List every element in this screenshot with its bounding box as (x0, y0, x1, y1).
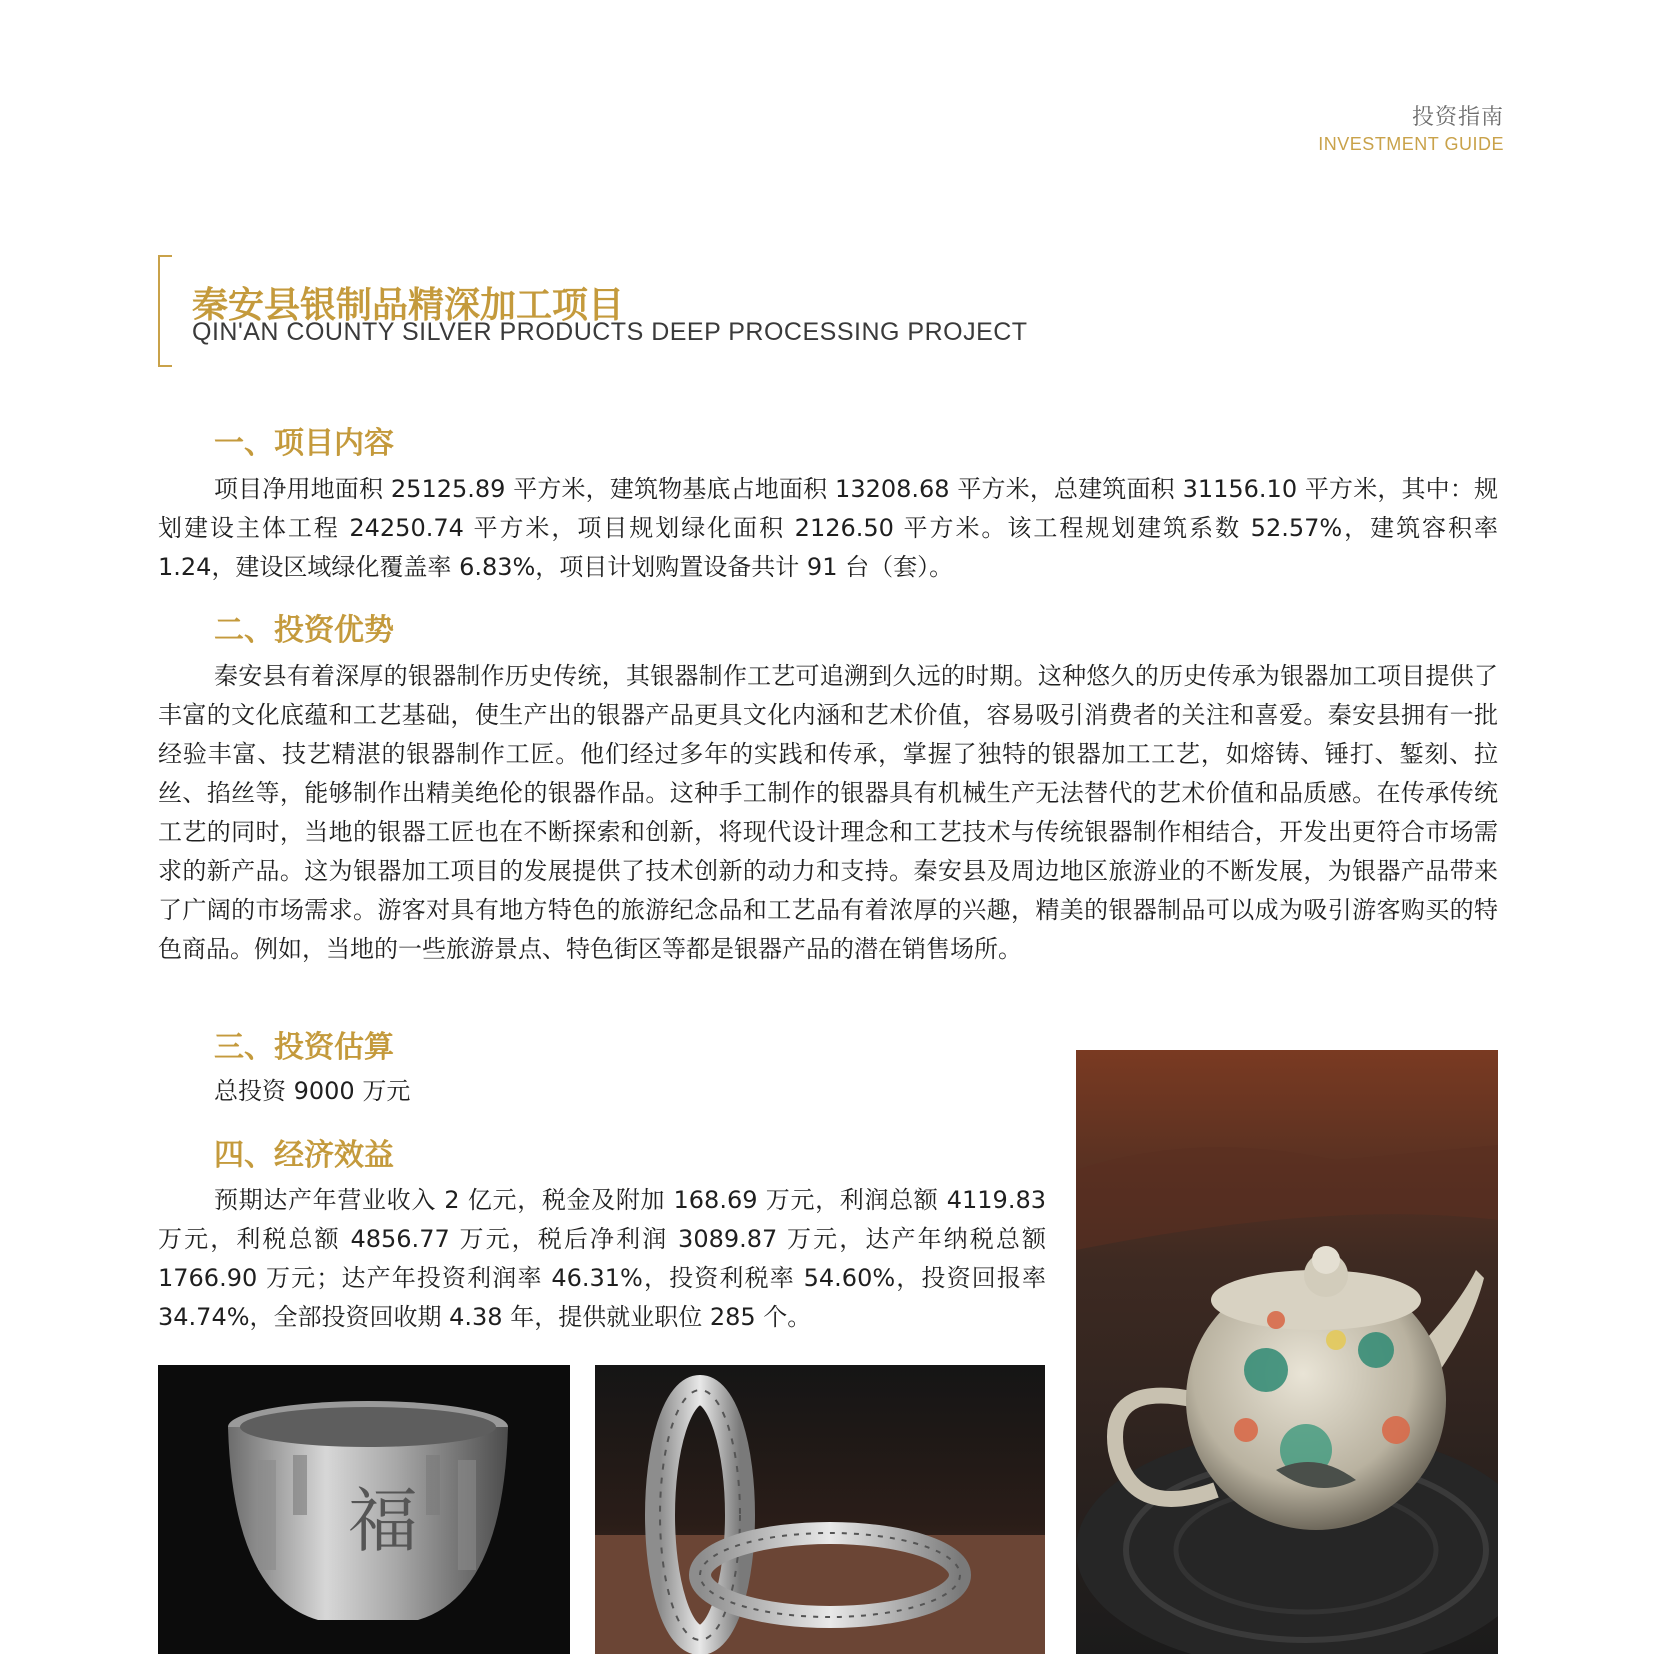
section-heading-estimate: 三、投资估算 (214, 1030, 394, 1065)
section-heading-benefits: 四、经济效益 (214, 1138, 394, 1173)
teapot-photo (1076, 1050, 1498, 1654)
silver-cup-photo (158, 1365, 570, 1654)
cup-engraved-char: 福 (348, 1480, 418, 1562)
section-label-cn: 投资指南 (1411, 105, 1504, 130)
silver-bracelet-photo (595, 1365, 1045, 1654)
page-title: 秦安县银制品精深加工项目 (192, 285, 625, 326)
page-subtitle: QIN'AN COUNTY SILVER PRODUCTS DEEP PROCESSING PROJECT (192, 318, 1028, 346)
section-body-benefits: 预期达产年营业收入 2 亿元，税金及附加 168.69 万元，利润总额 4119.83 万元，利税总额 4856.77 万元，税后净利润 3089.87 万元，达产年纳税总额 1766.90 万元；达产年投资利润率 46.31%，投资利税率 54.60%，投资回报率 34.74%，全部投资回收期 4.38 年，提供就业职位 285 个。 (158, 1186, 1046, 1331)
section-body-advantages: 秦安县有着深厚的银器制作历史传统，其银器制作工艺可追溯到久远的时期。这种悠久的历史传承为银器加工项目提供了丰富的文化底蕴和工艺基础，使生产出的银器产品更具文化内涵和艺术价值，容易吸引消费者的关注和喜爱。秦安县拥有一批经验丰富、技艺精湛的银器制作工匠。他们经过多年的实践和传承，掌握了独特的银器加工工艺，如熔铸、锤打、錾刻、拉丝、掐丝等，能够制作出精美绝伦的银器作品。这种手工制作的银器具有机械生产无法替代的艺术价值和品质感。在传承传统工艺的同时，当地的银器工匠也在不断探索和创新，将现代设计理念和工艺技术与传统银器制作相结合，开发出更符合市场需求的新产品。这为银器加工项目的发展提供了技术创新的动力和支持。秦安县及周边地区旅游业的不断发展，为银器产品带来了广阔的市场需求。游客对具有地方特色的旅游纪念品和工艺品有着浓厚的兴趣，精美的银器制品可以成为吸引游客购买的特色商品。例如，当地的一些旅游景点、特色街区等都是银器产品的潜在销售场所。 (158, 662, 1498, 963)
section-heading-content: 一、项目内容 (214, 426, 394, 461)
section-body-estimate: 总投资 9000 万元 (214, 1077, 411, 1105)
section-heading-advantages: 二、投资优势 (214, 613, 394, 648)
section-body-content: 项目净用地面积 25125.89 平方米，建筑物基底占地面积 13208.68 平方米，总建筑面积 31156.10 平方米，其中：规划建设主体工程 24250.74 平方米，项目规划绿化面积 2126.50 平方米。该工程规划建筑系数 52.57%，建筑容积率 1.24，建设区域绿化覆盖率 6.83%，项目计划购置设备共计 91 台（套）。 (158, 475, 1498, 581)
section-label-en: INVESTMENT GUIDE (1318, 134, 1504, 154)
